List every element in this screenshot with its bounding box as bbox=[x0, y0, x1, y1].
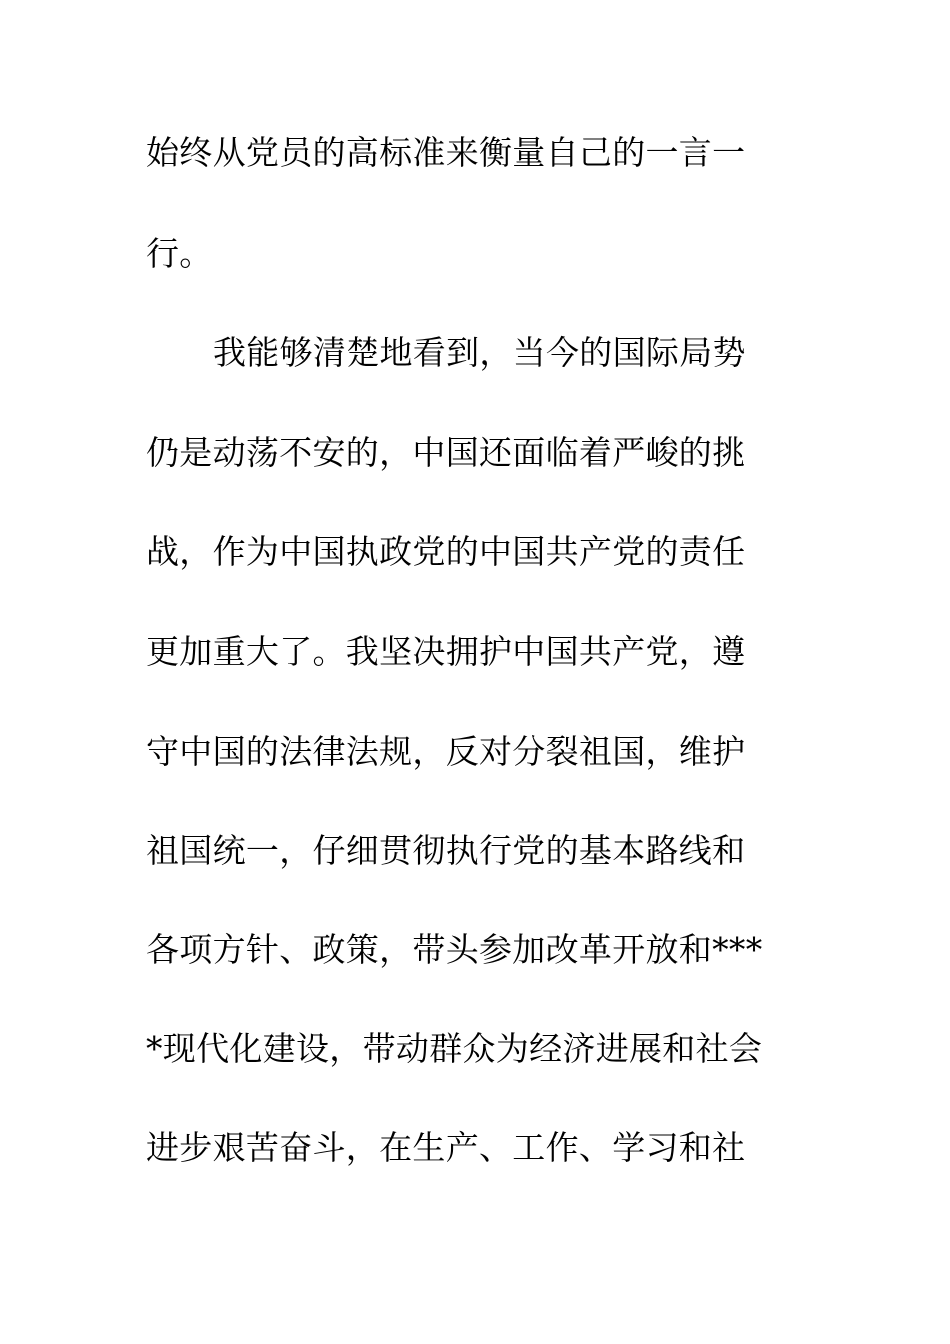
text-line-8: 祖国统一，仔细贯彻执行党的基本路线和 bbox=[146, 831, 746, 870]
text-line-4: 仍是动荡不安的，中国还面临着严峻的挑 bbox=[146, 433, 746, 472]
text-line-1: 始终从党员的高标准来衡量自己的一言一 bbox=[146, 133, 746, 172]
text-line-11: 进步艰苦奋斗，在生产、工作、学习和社 bbox=[146, 1128, 746, 1167]
text-line-2: 行。 bbox=[146, 234, 213, 273]
text-line-6: 更加重大了。我坚决拥护中国共产党，遵 bbox=[146, 632, 746, 671]
paragraph-start-line: 我能够清楚地看到，当今的国际局势 bbox=[213, 333, 746, 372]
text-line-10: *现代化建设，带动群众为经济进展和社会 bbox=[146, 1029, 763, 1068]
text-line-7: 守中国的法律法规，反对分裂祖国，维护 bbox=[146, 732, 746, 771]
text-line-9: 各项方针、政策，带头参加改革开放和*** bbox=[146, 930, 763, 969]
text-line-5: 战，作为中国执政党的中国共产党的责任 bbox=[146, 532, 746, 571]
